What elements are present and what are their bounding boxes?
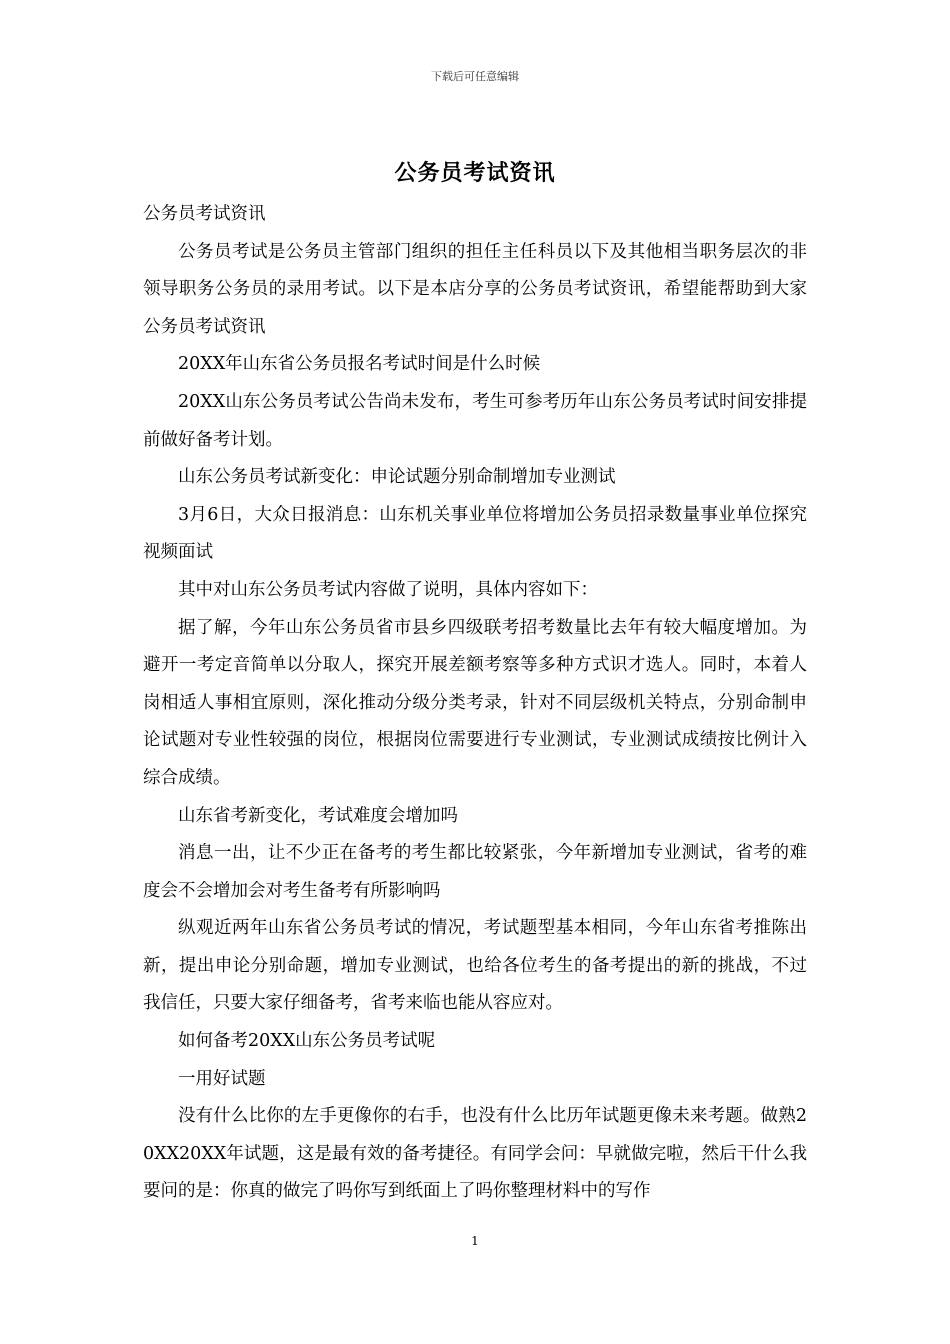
paragraph: 没有什么比你的左手更像你的右手，也没有什么比历年试题更像未来考题。做熟20XX20XX年试题，这是最有效的备考捷径。有同学会问：早就做完啦，然后干什么我要问的是：你真的做完了吗你写到纸面上了吗你整理材料中的写作 [143, 1106, 807, 1202]
document-body [143, 196, 807, 1211]
paragraph: 公务员考试是公务员主管部门组织的担任主任科员以下及其他相当职务层次的非领导职务公务员的录用考试。以下是本店分享的公务员考试资讯，希望能帮助到大家公务员考试资讯 [143, 241, 807, 337]
paragraph: 一用好试题 [178, 1068, 266, 1089]
paragraph: 据了解，今年山东公务员省市县乡四级联考招考数量比去年有较大幅度增加。为避开一考定音简单以分取人，探究开展差额考察等多种方式识才选人。同时，本着人岗相适人事相宜原则，深化推动分级分类考录，针对不同层级机关特点，分别命制申论试题对专业性较强的岗位，根据岗位需要进行专业测试，专业测试成绩按比例计入综合成绩。 [143, 617, 807, 788]
paragraph: 纵观近两年山东省公务员考试的情况，考试题型基本相同，今年山东省考推陈出新，提出申论分别命题，增加专业测试，也给各位考生的备考提出的新的挑战，不过我信任，只要大家仔细备考，省考来临也能从容应对。 [143, 918, 807, 1014]
paragraph: 如何备考20XX山东公务员考试呢 [178, 1031, 436, 1052]
paragraph: 20XX山东公务员考试公告尚未发布，考生可参考历年山东公务员考试时间安排提前做好备考计划。 [143, 391, 807, 450]
paragraph: 其中对山东公务员考试内容做了说明，具体内容如下： [178, 579, 598, 600]
paragraph: 3月6日，大众日报消息：山东机关事业单位将增加公务员招录数量事业单位探究视频面试 [143, 504, 807, 563]
paragraph: 20XX年山东省公务员报名考试时间是什么时候 [178, 354, 541, 375]
header-note: 下载后可任意编辑 [431, 70, 519, 83]
paragraph: 山东公务员考试新变化：申论试题分别命制增加专业测试 [178, 467, 616, 488]
document-subtitle: 公务员考试资讯 [143, 204, 266, 224]
paragraph: 山东省考新变化，考试难度会增加吗 [178, 805, 458, 826]
document-title: 公务员考试资讯 [394, 160, 556, 186]
page-number: 1 [471, 1234, 479, 1248]
paragraph: 消息一出，让不少正在备考的考生都比较紧张，今年新增加专业测试，省考的难度会不会增加会对考生备考有所影响吗 [143, 843, 807, 901]
